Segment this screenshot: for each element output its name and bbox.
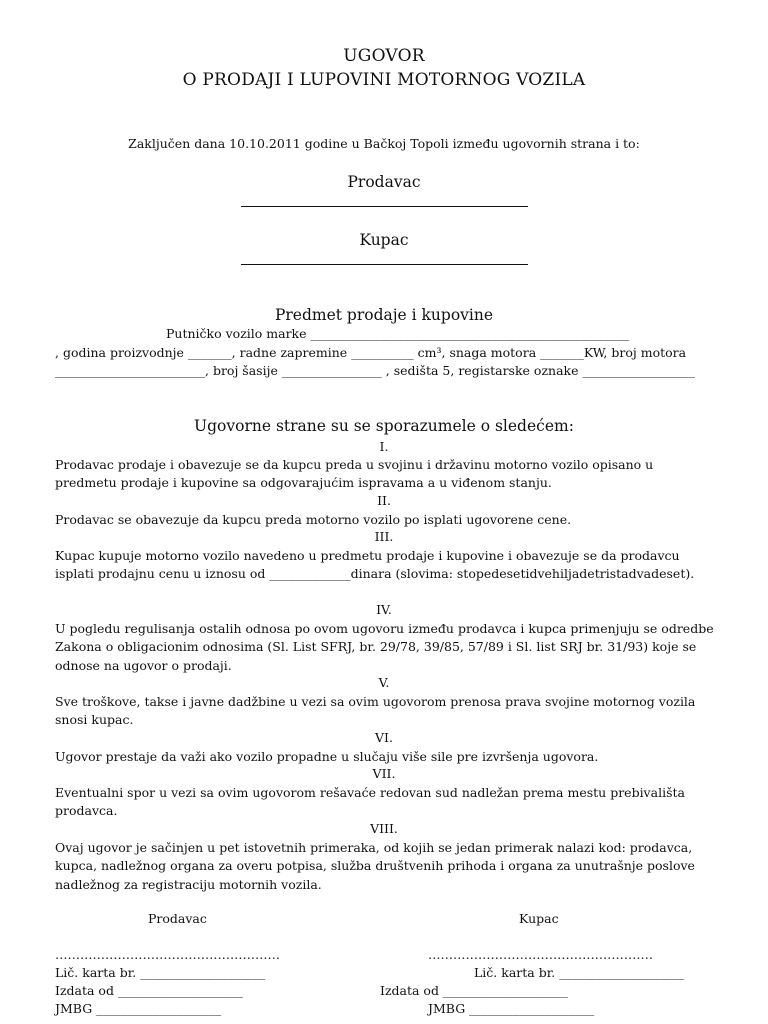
seller-jmbg: JMBG ____________________: [55, 1001, 222, 1016]
article-number-8: VIII.: [370, 821, 398, 836]
subject-line-1: Putničko vozilo marke ___________________________________________________: [166, 326, 630, 341]
contract-title: UGOVOR: [343, 46, 425, 66]
subject-heading: Predmet prodaje i kupovine: [274, 306, 494, 324]
seller-name-line: [241, 206, 528, 207]
article-number-6: VI.: [375, 730, 393, 745]
buyer-signature-line: ………………………………………………: [428, 947, 653, 962]
article-number-3: III.: [374, 529, 394, 544]
article-text-1: Prodavac prodaje i obavezuje se da kupcu preda u svojinu i državinu motorno vozilo opisano u predmetu prodaje i kupovine sa odgovarajućim ispravama a u viđenom stanju.: [55, 457, 654, 491]
contract-subtitle: O PRODAJI I LUPOVINI MOTORNOG VOZILA: [182, 70, 586, 90]
seller-signature-line: ………………………………………………: [55, 947, 280, 962]
article-number-5: V.: [378, 675, 390, 690]
article-number-1: I.: [379, 439, 389, 454]
article-text-8: Ovaj ugovor je sačinjen u pet istovetnih primeraka, od kojih se jedan primerak nalazi kod: prodavca, kupca, nadležnog organa za overu potpisa, služba društvenih prihoda i organa za unutrašnje poslove nadležnog za registraciju motornih vozila.: [55, 840, 695, 892]
subject-line-2: , godina proizvodnje _______, radne zapremine __________ cm³, snaga motora _______KW, broj motora: [55, 345, 687, 360]
agreement-heading: Ugovorne strane su se sporazumele o sledećem:: [194, 417, 574, 435]
buyer-signature-label: Kupac: [519, 911, 559, 926]
buyer-issued-by: Izdata od ____________________: [380, 983, 568, 998]
subject-line-3: ________________________, broj šasije ________________ , sedišta 5, registarske oznake __________________: [55, 363, 695, 378]
intro-text: Zaključen dana 10.10.2011 godine u Bačkoj Topoli između ugovornih strana i to:: [128, 136, 640, 151]
seller-id-card: Lič. karta br. ____________________: [55, 965, 266, 980]
buyer-label: Kupac: [359, 231, 409, 249]
buyer-id-card: Lič. karta br. ____________________: [474, 965, 685, 980]
article-number-7: VII.: [372, 766, 396, 781]
article-text-6: Ugovor prestaje da važi ako vozilo propadne u slučaju više sile pre izvršenja ugovora.: [55, 749, 599, 764]
article-text-3: Kupac kupuje motorno vozilo navedeno u predmetu prodaje i kupovine i obavezuje se da prodavcu isplati prodajnu cenu u iznosu od _____________dinara (slovima: stopedesetidvehiljadetristadvadeset).: [55, 548, 695, 582]
article-text-4: U pogledu regulisanja ostalih odnosa po ovom ugovoru između prodavca i kupca primenjuju se odredbe Zakona o obligacionim odnosima (Sl. List SFRJ, br. 29/78, 39/85, 57/89 i Sl. list SRJ br. 31/93) koje se odnose na ugovor o prodaji.: [55, 621, 714, 673]
article-number-4: IV.: [376, 602, 392, 617]
seller-label: Prodavac: [347, 173, 421, 191]
article-number-2: II.: [377, 493, 391, 508]
seller-issued-by: Izdata od ____________________: [55, 983, 243, 998]
seller-signature-label: Prodavac: [148, 911, 207, 926]
article-text-7: Eventualni spor u vezi sa ovim ugovorom rešavaće redovan sud nadležan prema mestu prebivališta prodavca.: [55, 785, 685, 819]
buyer-name-line: [241, 264, 528, 265]
article-text-2: Prodavac se obavezuje da kupcu preda motorno vozilo po isplati ugovorene cene.: [55, 512, 572, 527]
buyer-jmbg: JMBG ____________________: [428, 1001, 595, 1016]
article-text-5: Sve troškove, takse i javne dadžbine u vezi sa ovim ugovorom prenosa prava svojine motornog vozila snosi kupac.: [55, 694, 696, 728]
